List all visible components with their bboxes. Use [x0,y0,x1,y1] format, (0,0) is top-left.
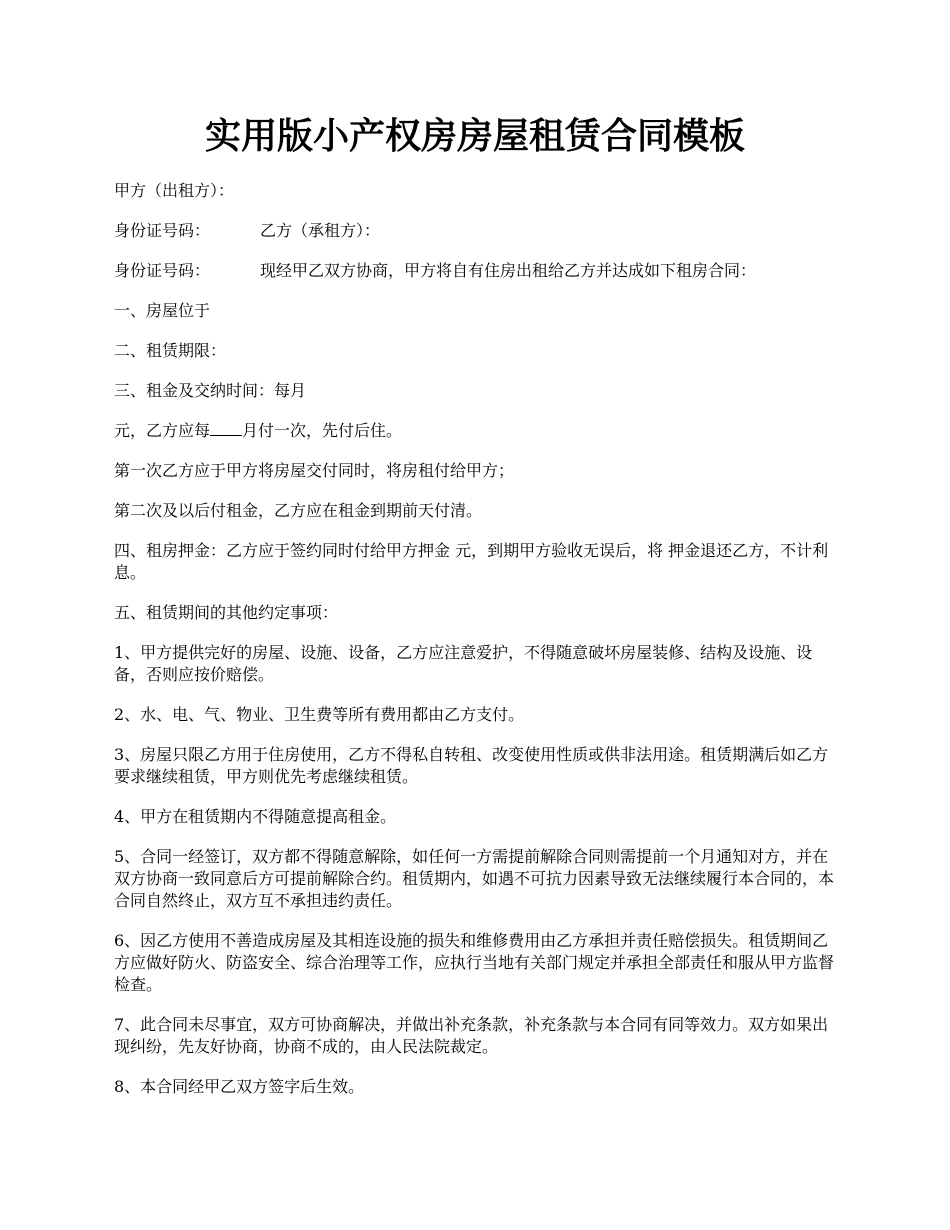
lessee-label: 乙方（承租方）： [260,221,381,240]
item-1: 1、甲方提供完好的房屋、设施、设备，乙方应注意爱护，不得随意破坏房屋装修、结构及设施、设备，否则应按价赔偿。 [114,643,813,684]
preamble-text: 现经甲乙双方协商，甲方将自有住房出租给乙方并达成如下租房合同： [260,261,757,280]
id-preamble-line [114,260,842,282]
id-lessee-line [114,220,842,242]
clause-rent: 三、租金及交纳时间：每月 [114,381,307,400]
item-5: 5、合同一经签订，双方都不得随意解除，如任何一方需提前解除合同则需提前一个月通知对方，并在双方协商一致同意后方可提前解除合约。租赁期内，如遇不可抗力因素导致无法继续履行本合同的，本合同自然终止，双方互不承担违约责任。 [114,847,835,910]
rent-frequency-suffix: 月付一次，先付后住。 [242,421,403,440]
clause-deposit: 四、租房押金：乙方应于签约同时付给甲方押金 元，到期甲方验收无误后，将 押金退还乙方，不计利息。 [114,541,829,582]
rent-frequency-prefix: 元，乙方应每 [114,421,211,440]
item-8: 8、本合同经甲乙双方签字后生效。 [114,1077,365,1096]
lessor-id-label: 身份证号码： [114,221,211,240]
lessor-line [114,180,842,202]
clause-later-payment: 第二次及以后付租金，乙方应在租金到期前天付清。 [114,501,483,520]
item-6: 6、因乙方使用不善造成房屋及其相连设施的损失和维修费用由乙方承担并责任赔偿损失。租赁期间乙方应做好防火、防盗安全、综合治理等工作，应执行当地有关部门规定并承担全部责任和服从甲方监督检查。 [114,931,835,994]
clause-term: 二、租赁期限： [114,341,227,360]
document-body [114,180,842,1116]
clause-location: 一、房屋位于 [114,301,211,320]
clause-first-payment: 第一次乙方应于甲方将房屋交付同时，将房租付给甲方； [114,461,515,480]
document-title: 实用版小产权房房屋租赁合同模板 [204,115,745,157]
lessee-id-label: 身份证号码： [114,261,211,280]
item-3: 3、房屋只限乙方用于住房使用，乙方不得私自转租、改变使用性质或供非法用途。租赁期满后如乙方要求继续租赁，甲方则优先考虑继续租赁。 [114,745,829,786]
item-2: 2、水、电、气、物业、卫生费等所有费用都由乙方支付。 [114,705,525,724]
item-4: 4、甲方在租赁期内不得随意提高租金。 [114,807,397,826]
clause-other-terms: 五、租赁期间的其他约定事项： [114,603,339,622]
item-7: 7、此合同未尽事宜，双方可协商解决，并做出补充条款，补充条款与本合同有同等效力。双方如果出现纠纷，先友好协商，协商不成的，由人民法院裁定。 [114,1015,829,1056]
blank-underline [210,421,242,436]
clause-rent-frequency [114,420,842,442]
lessor-label: 甲方（出租方）： [114,181,235,200]
